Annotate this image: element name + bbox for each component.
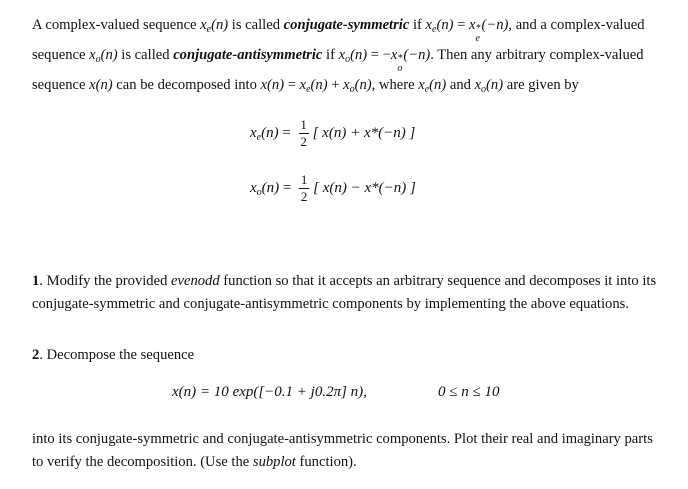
- equation-sequence: x(n) = 10 exp([−0.1 + j0.2π] n),: [172, 384, 367, 400]
- item-1-paragraph: 1. Modify the provided evenodd function so that it accepts an arbitrary sequence and decomposes it into its conjugate-symmetric and conjugate-antisymmetric components by implementing the above equations.: [32, 273, 657, 312]
- intro-paragraph: A complex-valued sequence $x_e(n)$ is called conjugate-symmetric if $x_e(n) = x$ * e (−n), and a complex-valued sequence $x_o(n)$ is called conjugate-antisymmetric if $x_o(n) = -x$ * o (−n). Then any arbitrary complex-valued sequence x(n) can be decomposed into $x(n) = x_e(n) + x_o(n)$, where $x_e(n)$ and $x_o(n)$ are given by: [32, 17, 645, 95]
- fraction-half: $\frac{1}{2}$: [300, 117, 307, 149]
- equation-odd-part: $x_o(n)$ = $\frac{1}{2}$ [ x(n) − x*(−n) ]: [250, 172, 416, 204]
- term-conjugate-antisymmetric: conjugate-antisymmetric: [173, 47, 323, 63]
- fraction-half: $\frac{1}{2}$: [300, 172, 308, 204]
- item-2-paragraph: into its conjugate-symmetric and conjugate-antisymmetric components. Plot their real and imaginary parts to verify the decomposition. (Use the subplot function).: [32, 431, 653, 470]
- function-name-subplot: subplot: [252, 454, 296, 470]
- function-name-evenodd: evenodd: [171, 273, 220, 289]
- equation-even-part: $x_e(n)$ = $\frac{1}{2}$ [ x(n) + x*(−n) ]: [250, 117, 416, 149]
- equation-range: 0 ≤ n ≤ 10: [438, 384, 500, 400]
- term-conjugate-symmetric: conjugate-symmetric: [283, 17, 410, 33]
- item-2-heading: 2. Decompose the sequence: [32, 347, 195, 363]
